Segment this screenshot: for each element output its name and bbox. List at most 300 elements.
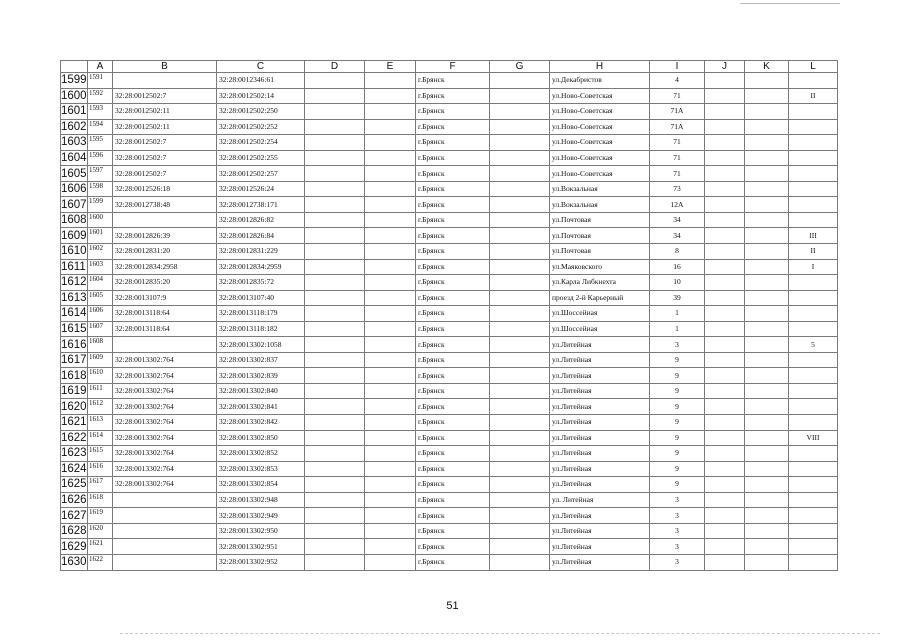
cell-f[interactable]: г.Брянск — [416, 275, 490, 291]
cell-d[interactable] — [305, 166, 365, 182]
cell-l[interactable] — [789, 212, 838, 228]
cell-k[interactable] — [745, 399, 789, 415]
column-header-g[interactable]: G — [490, 61, 550, 73]
cell-f[interactable]: г.Брянск — [416, 119, 490, 135]
cell-c[interactable]: 32:28:0013302:842 — [217, 415, 305, 431]
cell-l[interactable] — [789, 554, 838, 570]
cell-d[interactable] — [305, 477, 365, 493]
cell-c[interactable]: 32:28:0012526:24 — [217, 181, 305, 197]
cell-g[interactable] — [490, 321, 550, 337]
cell-j[interactable] — [705, 477, 745, 493]
cell-j[interactable] — [705, 306, 745, 322]
cell-g[interactable] — [490, 539, 550, 555]
cell-j[interactable] — [705, 197, 745, 213]
cell-h[interactable]: ул.Ново-Советская — [550, 119, 650, 135]
cell-d[interactable] — [305, 399, 365, 415]
cell-e[interactable] — [365, 337, 416, 353]
cell-i[interactable]: 3 — [650, 539, 705, 555]
row-number[interactable]: 1628 — [61, 525, 87, 538]
cell-j[interactable] — [705, 119, 745, 135]
cell-l[interactable] — [789, 383, 838, 399]
cell-d[interactable] — [305, 290, 365, 306]
cell-g[interactable] — [490, 430, 550, 446]
column-header-j[interactable]: J — [705, 61, 745, 73]
cell-a[interactable]: 1606 — [88, 306, 113, 322]
cell-j[interactable] — [705, 150, 745, 166]
cell-j[interactable] — [705, 446, 745, 462]
cell-b[interactable]: 32:28:0013107:9 — [113, 290, 217, 306]
row-number[interactable]: 1605 — [61, 167, 87, 180]
row-number[interactable]: 1630 — [61, 556, 87, 569]
cell-k[interactable] — [745, 181, 789, 197]
cell-e[interactable] — [365, 212, 416, 228]
cell-c[interactable]: 32:28:0013302:852 — [217, 446, 305, 462]
cell-l[interactable] — [789, 73, 838, 89]
cell-b[interactable]: 32:28:0012526:18 — [113, 181, 217, 197]
cell-k[interactable] — [745, 368, 789, 384]
cell-a[interactable]: 1604 — [88, 275, 113, 291]
cell-a[interactable]: 1611 — [88, 383, 113, 399]
cell-i[interactable]: 71 — [650, 150, 705, 166]
cell-k[interactable] — [745, 383, 789, 399]
cell-a[interactable]: 1591 — [88, 73, 113, 89]
cell-d[interactable] — [305, 197, 365, 213]
cell-f[interactable]: г.Брянск — [416, 212, 490, 228]
cell-b[interactable]: 32:28:0013302:764 — [113, 352, 217, 368]
cell-f[interactable]: г.Брянск — [416, 290, 490, 306]
cell-b[interactable]: 32:28:0012835:20 — [113, 275, 217, 291]
cell-b[interactable]: 32:28:0013302:764 — [113, 461, 217, 477]
row-number[interactable]: 1615 — [61, 323, 87, 336]
cell-h[interactable]: ул.Ново-Советская — [550, 104, 650, 120]
cell-i[interactable]: 9 — [650, 477, 705, 493]
row-number[interactable]: 1606 — [61, 183, 87, 196]
row-number[interactable]: 1625 — [61, 478, 87, 491]
cell-i[interactable]: 71 — [650, 166, 705, 182]
cell-g[interactable] — [490, 337, 550, 353]
cell-c[interactable]: 32:28:0013107:40 — [217, 290, 305, 306]
cell-e[interactable] — [365, 461, 416, 477]
column-header-i[interactable]: I — [650, 61, 705, 73]
cell-a[interactable]: 1617 — [88, 477, 113, 493]
cell-j[interactable] — [705, 181, 745, 197]
column-header-c[interactable]: C — [217, 61, 305, 73]
cell-j[interactable] — [705, 368, 745, 384]
cell-f[interactable]: г.Брянск — [416, 508, 490, 524]
cell-e[interactable] — [365, 135, 416, 151]
cell-k[interactable] — [745, 73, 789, 89]
cell-j[interactable] — [705, 259, 745, 275]
cell-f[interactable]: г.Брянск — [416, 88, 490, 104]
cell-e[interactable] — [365, 415, 416, 431]
cell-e[interactable] — [365, 352, 416, 368]
cell-f[interactable]: г.Брянск — [416, 150, 490, 166]
cell-d[interactable] — [305, 492, 365, 508]
column-header-h[interactable]: H — [550, 61, 650, 73]
cell-h[interactable]: ул.Литейная — [550, 368, 650, 384]
cell-c[interactable]: 32:28:0013302:1058 — [217, 337, 305, 353]
cell-l[interactable]: 5 — [789, 337, 838, 353]
cell-j[interactable] — [705, 492, 745, 508]
cell-b[interactable] — [113, 554, 217, 570]
cell-a[interactable]: 1610 — [88, 368, 113, 384]
cell-h[interactable]: ул. Литейная — [550, 492, 650, 508]
cell-f[interactable]: г.Брянск — [416, 492, 490, 508]
cell-l[interactable]: VIII — [789, 430, 838, 446]
cell-i[interactable]: 71А — [650, 119, 705, 135]
cell-i[interactable]: 9 — [650, 415, 705, 431]
cell-c[interactable]: 32:28:0013302:949 — [217, 508, 305, 524]
cell-d[interactable] — [305, 539, 365, 555]
cell-a[interactable]: 1613 — [88, 415, 113, 431]
cell-b[interactable]: 32:28:0013118:64 — [113, 306, 217, 322]
cell-c[interactable]: 32:28:0013302:840 — [217, 383, 305, 399]
cell-g[interactable] — [490, 446, 550, 462]
cell-l[interactable] — [789, 181, 838, 197]
cell-c[interactable]: 32:28:0013302:951 — [217, 539, 305, 555]
row-number[interactable]: 1619 — [61, 385, 87, 398]
cell-h[interactable]: ул.Литейная — [550, 554, 650, 570]
cell-b[interactable]: 32:28:0012831:20 — [113, 244, 217, 260]
cell-c[interactable]: 32:28:0012502:14 — [217, 88, 305, 104]
cell-g[interactable] — [490, 212, 550, 228]
cell-g[interactable] — [490, 228, 550, 244]
cell-d[interactable] — [305, 461, 365, 477]
cell-b[interactable] — [113, 212, 217, 228]
cell-i[interactable]: 9 — [650, 446, 705, 462]
cell-k[interactable] — [745, 104, 789, 120]
cell-f[interactable]: г.Брянск — [416, 399, 490, 415]
cell-l[interactable] — [789, 399, 838, 415]
column-header-l[interactable]: L — [789, 61, 838, 73]
cell-g[interactable] — [490, 181, 550, 197]
cell-i[interactable]: 10 — [650, 275, 705, 291]
cell-b[interactable] — [113, 73, 217, 89]
cell-h[interactable]: ул.Декабристов — [550, 73, 650, 89]
cell-a[interactable]: 1614 — [88, 430, 113, 446]
cell-a[interactable]: 1605 — [88, 290, 113, 306]
cell-g[interactable] — [490, 73, 550, 89]
cell-e[interactable] — [365, 259, 416, 275]
cell-k[interactable] — [745, 430, 789, 446]
cell-i[interactable]: 8 — [650, 244, 705, 260]
row-number[interactable]: 1618 — [61, 369, 87, 382]
cell-c[interactable]: 32:28:0012502:252 — [217, 119, 305, 135]
cell-k[interactable] — [745, 461, 789, 477]
cell-c[interactable]: 32:28:0012502:250 — [217, 104, 305, 120]
cell-d[interactable] — [305, 523, 365, 539]
row-number[interactable]: 1609 — [61, 229, 87, 242]
cell-g[interactable] — [490, 197, 550, 213]
cell-d[interactable] — [305, 368, 365, 384]
cell-c[interactable]: 32:28:0013118:182 — [217, 321, 305, 337]
cell-e[interactable] — [365, 321, 416, 337]
row-number[interactable]: 1623 — [61, 447, 87, 460]
cell-b[interactable] — [113, 508, 217, 524]
row-number[interactable]: 1599 — [61, 74, 87, 87]
cell-f[interactable]: г.Брянск — [416, 337, 490, 353]
column-header-b[interactable]: B — [113, 61, 217, 73]
cell-i[interactable]: 3 — [650, 523, 705, 539]
cell-a[interactable]: 1615 — [88, 446, 113, 462]
cell-e[interactable] — [365, 73, 416, 89]
cell-e[interactable] — [365, 539, 416, 555]
cell-a[interactable]: 1599 — [88, 197, 113, 213]
cell-e[interactable] — [365, 306, 416, 322]
cell-l[interactable]: III — [789, 228, 838, 244]
cell-j[interactable] — [705, 135, 745, 151]
cell-i[interactable]: 12А — [650, 197, 705, 213]
cell-g[interactable] — [490, 368, 550, 384]
row-number[interactable]: 1614 — [61, 307, 87, 320]
cell-h[interactable]: ул.Ново-Советская — [550, 150, 650, 166]
cell-g[interactable] — [490, 166, 550, 182]
cell-k[interactable] — [745, 554, 789, 570]
cell-e[interactable] — [365, 275, 416, 291]
cell-e[interactable] — [365, 430, 416, 446]
cell-g[interactable] — [490, 88, 550, 104]
cell-d[interactable] — [305, 104, 365, 120]
cell-b[interactable]: 32:28:0012834:2958 — [113, 259, 217, 275]
cell-f[interactable]: г.Брянск — [416, 259, 490, 275]
cell-e[interactable] — [365, 368, 416, 384]
cell-j[interactable] — [705, 554, 745, 570]
cell-k[interactable] — [745, 415, 789, 431]
cell-j[interactable] — [705, 523, 745, 539]
cell-e[interactable] — [365, 166, 416, 182]
cell-a[interactable]: 1620 — [88, 523, 113, 539]
cell-a[interactable]: 1618 — [88, 492, 113, 508]
row-number[interactable]: 1608 — [61, 214, 87, 227]
cell-l[interactable]: II — [789, 244, 838, 260]
cell-a[interactable]: 1595 — [88, 135, 113, 151]
cell-e[interactable] — [365, 119, 416, 135]
row-number[interactable]: 1629 — [61, 540, 87, 553]
row-number[interactable]: 1610 — [61, 245, 87, 258]
cell-i[interactable]: 9 — [650, 352, 705, 368]
column-header-k[interactable]: K — [745, 61, 789, 73]
cell-c[interactable]: 32:28:0012834:2959 — [217, 259, 305, 275]
cell-d[interactable] — [305, 446, 365, 462]
cell-h[interactable]: ул.Литейная — [550, 415, 650, 431]
cell-e[interactable] — [365, 383, 416, 399]
cell-j[interactable] — [705, 461, 745, 477]
cell-i[interactable]: 34 — [650, 212, 705, 228]
cell-h[interactable]: ул.Литейная — [550, 508, 650, 524]
cell-b[interactable] — [113, 492, 217, 508]
cell-f[interactable]: г.Брянск — [416, 135, 490, 151]
cell-e[interactable] — [365, 181, 416, 197]
cell-c[interactable]: 32:28:0012502:255 — [217, 150, 305, 166]
cell-a[interactable]: 1602 — [88, 244, 113, 260]
cell-k[interactable] — [745, 119, 789, 135]
cell-h[interactable]: ул.Вокзальная — [550, 181, 650, 197]
cell-f[interactable]: г.Брянск — [416, 383, 490, 399]
cell-k[interactable] — [745, 321, 789, 337]
cell-l[interactable] — [789, 306, 838, 322]
cell-f[interactable]: г.Брянск — [416, 477, 490, 493]
cell-k[interactable] — [745, 259, 789, 275]
cell-i[interactable]: 1 — [650, 306, 705, 322]
cell-b[interactable]: 32:28:0013118:64 — [113, 321, 217, 337]
cell-k[interactable] — [745, 352, 789, 368]
cell-d[interactable] — [305, 337, 365, 353]
row-number[interactable]: 1624 — [61, 462, 87, 475]
cell-k[interactable] — [745, 244, 789, 260]
cell-a[interactable]: 1607 — [88, 321, 113, 337]
row-number[interactable]: 1602 — [61, 120, 87, 133]
cell-d[interactable] — [305, 321, 365, 337]
cell-j[interactable] — [705, 415, 745, 431]
cell-b[interactable]: 32:28:0013302:764 — [113, 399, 217, 415]
cell-a[interactable]: 1609 — [88, 352, 113, 368]
cell-k[interactable] — [745, 290, 789, 306]
cell-i[interactable]: 1 — [650, 321, 705, 337]
cell-b[interactable]: 32:28:0012502:11 — [113, 119, 217, 135]
cell-l[interactable]: II — [789, 88, 838, 104]
cell-i[interactable]: 16 — [650, 259, 705, 275]
cell-e[interactable] — [365, 150, 416, 166]
cell-e[interactable] — [365, 492, 416, 508]
cell-d[interactable] — [305, 383, 365, 399]
cell-h[interactable]: ул.Литейная — [550, 383, 650, 399]
cell-h[interactable]: ул.Почтовая — [550, 228, 650, 244]
cell-c[interactable]: 32:28:0013302:839 — [217, 368, 305, 384]
cell-e[interactable] — [365, 446, 416, 462]
cell-e[interactable] — [365, 554, 416, 570]
cell-d[interactable] — [305, 430, 365, 446]
cell-a[interactable]: 1597 — [88, 166, 113, 182]
cell-j[interactable] — [705, 508, 745, 524]
cell-g[interactable] — [490, 415, 550, 431]
cell-i[interactable]: 39 — [650, 290, 705, 306]
cell-h[interactable]: ул.Литейная — [550, 477, 650, 493]
cell-f[interactable]: г.Брянск — [416, 181, 490, 197]
cell-g[interactable] — [490, 477, 550, 493]
cell-h[interactable]: ул.Почтовая — [550, 244, 650, 260]
cell-c[interactable]: 32:28:0013302:948 — [217, 492, 305, 508]
cell-a[interactable]: 1601 — [88, 228, 113, 244]
row-number[interactable]: 1607 — [61, 198, 87, 211]
cell-j[interactable] — [705, 166, 745, 182]
cell-k[interactable] — [745, 492, 789, 508]
cell-e[interactable] — [365, 197, 416, 213]
cell-e[interactable] — [365, 399, 416, 415]
cell-b[interactable]: 32:28:0013302:764 — [113, 368, 217, 384]
cell-j[interactable] — [705, 290, 745, 306]
cell-a[interactable]: 1616 — [88, 461, 113, 477]
cell-e[interactable] — [365, 508, 416, 524]
cell-f[interactable]: г.Брянск — [416, 197, 490, 213]
cell-f[interactable]: г.Брянск — [416, 461, 490, 477]
cell-a[interactable]: 1592 — [88, 88, 113, 104]
cell-e[interactable] — [365, 228, 416, 244]
cell-j[interactable] — [705, 539, 745, 555]
cell-g[interactable] — [490, 135, 550, 151]
cell-g[interactable] — [490, 554, 550, 570]
row-number[interactable]: 1613 — [61, 291, 87, 304]
cell-g[interactable] — [490, 492, 550, 508]
cell-h[interactable]: ул.Литейная — [550, 539, 650, 555]
cell-l[interactable] — [789, 150, 838, 166]
cell-h[interactable]: ул.Карла Либкнехта — [550, 275, 650, 291]
row-number[interactable]: 1603 — [61, 136, 87, 149]
cell-f[interactable]: г.Брянск — [416, 104, 490, 120]
cell-g[interactable] — [490, 399, 550, 415]
cell-f[interactable]: г.Брянск — [416, 244, 490, 260]
cell-g[interactable] — [490, 461, 550, 477]
cell-g[interactable] — [490, 383, 550, 399]
cell-k[interactable] — [745, 135, 789, 151]
cell-k[interactable] — [745, 523, 789, 539]
cell-b[interactable]: 32:28:0012502:7 — [113, 88, 217, 104]
cell-h[interactable]: ул.Вокзальная — [550, 197, 650, 213]
cell-d[interactable] — [305, 508, 365, 524]
cell-b[interactable]: 32:28:0012738:48 — [113, 197, 217, 213]
row-number[interactable]: 1612 — [61, 276, 87, 289]
cell-l[interactable] — [789, 197, 838, 213]
cell-c[interactable]: 32:28:0012738:171 — [217, 197, 305, 213]
cell-i[interactable]: 9 — [650, 383, 705, 399]
cell-j[interactable] — [705, 321, 745, 337]
cell-i[interactable]: 34 — [650, 228, 705, 244]
cell-b[interactable]: 32:28:0012502:7 — [113, 135, 217, 151]
cell-l[interactable] — [789, 119, 838, 135]
cell-f[interactable]: г.Брянск — [416, 368, 490, 384]
cell-d[interactable] — [305, 88, 365, 104]
cell-b[interactable] — [113, 337, 217, 353]
cell-c[interactable]: 32:28:0013118:179 — [217, 306, 305, 322]
cell-j[interactable] — [705, 399, 745, 415]
cell-b[interactable]: 32:28:0012502:7 — [113, 150, 217, 166]
cell-d[interactable] — [305, 212, 365, 228]
cell-d[interactable] — [305, 352, 365, 368]
cell-f[interactable]: г.Брянск — [416, 321, 490, 337]
cell-i[interactable]: 3 — [650, 508, 705, 524]
cell-k[interactable] — [745, 88, 789, 104]
cell-g[interactable] — [490, 104, 550, 120]
cell-a[interactable]: 1622 — [88, 554, 113, 570]
cell-i[interactable]: 3 — [650, 337, 705, 353]
cell-k[interactable] — [745, 539, 789, 555]
cell-j[interactable] — [705, 212, 745, 228]
cell-c[interactable]: 32:28:0012826:84 — [217, 228, 305, 244]
cell-c[interactable]: 32:28:0013302:853 — [217, 461, 305, 477]
cell-k[interactable] — [745, 337, 789, 353]
cell-h[interactable]: ул.Литейная — [550, 352, 650, 368]
cell-h[interactable]: ул.Литейная — [550, 337, 650, 353]
row-number[interactable]: 1626 — [61, 494, 87, 507]
row-number[interactable]: 1604 — [61, 152, 87, 164]
cell-j[interactable] — [705, 228, 745, 244]
cell-k[interactable] — [745, 446, 789, 462]
cell-c[interactable]: 32:28:0012835:72 — [217, 275, 305, 291]
cell-c[interactable]: 32:28:0013302:950 — [217, 523, 305, 539]
row-number[interactable]: 1622 — [61, 431, 87, 444]
cell-b[interactable]: 32:28:0013302:764 — [113, 430, 217, 446]
cell-k[interactable] — [745, 275, 789, 291]
cell-l[interactable] — [789, 368, 838, 384]
cell-h[interactable]: ул.Шоссейная — [550, 321, 650, 337]
row-number[interactable]: 1616 — [61, 338, 87, 351]
cell-i[interactable]: 3 — [650, 492, 705, 508]
cell-b[interactable]: 32:28:0013302:764 — [113, 446, 217, 462]
cell-k[interactable] — [745, 228, 789, 244]
cell-j[interactable] — [705, 244, 745, 260]
cell-b[interactable]: 32:28:0013302:764 — [113, 415, 217, 431]
cell-g[interactable] — [490, 244, 550, 260]
cell-c[interactable]: 32:28:0013302:841 — [217, 399, 305, 415]
